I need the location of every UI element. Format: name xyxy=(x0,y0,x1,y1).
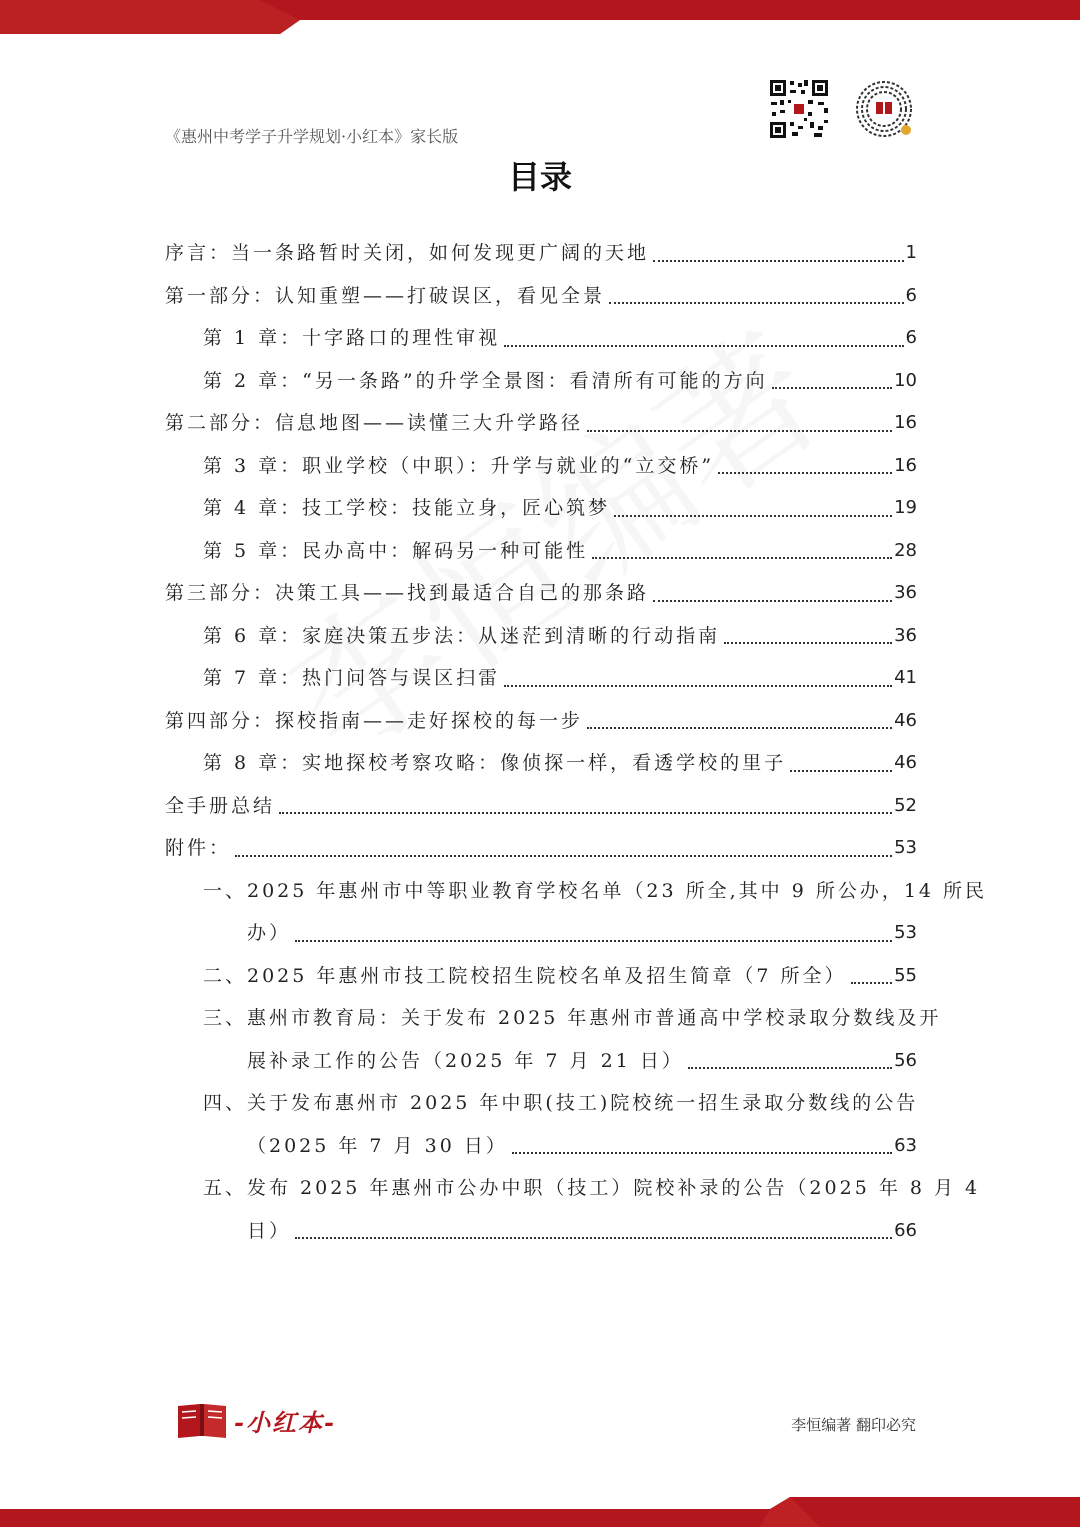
toc-page-number: 66 xyxy=(894,1219,917,1241)
toc-page-number: 53 xyxy=(894,922,917,943)
toc-entry-title: 第 6 章：家庭决策五步法：从迷茫到清晰的行动指南 xyxy=(203,624,721,647)
toc-entry-preface[interactable] xyxy=(165,232,917,275)
toc-entry-appendix[interactable] xyxy=(165,827,917,870)
toc-entry-title: 序言：当一条路暂时关闭，如何发现更广阔的天地 xyxy=(165,242,650,264)
toc-leader-dots xyxy=(504,685,892,687)
toc-entry-title: 一、2025 年惠州市中等职业教育学校名单（23 所全,其中 9 所公办，14 所民 xyxy=(203,879,988,902)
toc-entry-title: 第四部分：探校指南——走好探校的每一步 xyxy=(165,709,584,732)
toc-entry-part-2[interactable] xyxy=(165,402,917,445)
toc-entry-part-4[interactable] xyxy=(165,700,917,743)
toc-entry-chapter-5[interactable] xyxy=(165,530,917,573)
toc-leader-dots xyxy=(295,940,892,942)
toc-entry-chapter-4[interactable] xyxy=(165,487,917,530)
toc-page-number: 6 xyxy=(905,327,917,348)
toc-page-number: 55 xyxy=(894,964,917,986)
toc-entry-title: 第 8 章：实地探校考察攻略：像侦探一样，看透学校的里子 xyxy=(203,752,787,774)
toc-entry-title: 四、关于发布惠州市 2025 年中职(技工)院校统一招生录取分数线的公告 xyxy=(203,1092,919,1114)
page-title: 目录 xyxy=(507,158,572,196)
toc-appendix-item-5[interactable] xyxy=(165,1167,981,1252)
toc-entry-title-cont: 日） xyxy=(247,1219,292,1242)
toc-leader-dots xyxy=(614,515,892,517)
toc-page-number: 1 xyxy=(905,242,917,263)
toc-page-number: 53 xyxy=(894,837,917,858)
toc-entry-title: 第一部分：认知重塑——打破误区，看见全景 xyxy=(165,284,606,307)
toc-leader-dots xyxy=(653,260,904,262)
toc-leader-dots xyxy=(235,855,892,857)
toc-entry-title: 第三部分：决策工具——找到最适合自己的那条路 xyxy=(165,582,650,604)
toc-entry-title: 第 1 章：十字路口的理性审视 xyxy=(203,327,501,349)
toc-page-number: 63 xyxy=(894,1134,917,1156)
toc-leader-dots xyxy=(592,557,892,559)
toc-leader-dots xyxy=(587,727,892,729)
toc-entry-part-1[interactable] xyxy=(165,275,917,318)
toc-entry-title-cont: （2025 年 7 月 30 日） xyxy=(247,1134,508,1157)
toc-page-number: 6 xyxy=(905,284,917,306)
red-book-icon xyxy=(176,1400,228,1440)
toc-page-number: 52 xyxy=(894,794,917,816)
toc-entry-title: 全手册总结 xyxy=(165,794,276,817)
toc-leader-dots xyxy=(587,430,892,432)
toc-entry-title: 第 4 章：技工学校：技能立身，匠心筑梦 xyxy=(203,497,611,519)
toc-entry-title: 附件： xyxy=(165,837,232,859)
toc-leader-dots xyxy=(609,302,904,304)
toc-page-number: 56 xyxy=(894,1049,917,1071)
toc-entry-summary[interactable] xyxy=(165,785,917,828)
toc-appendix-item-4[interactable] xyxy=(165,1082,917,1167)
qr-code-icon xyxy=(768,78,830,140)
toc-entry-title: 三、惠州市教育局：关于发布 2025 年惠州市普通高中学校录取分数线及开 xyxy=(203,1007,942,1029)
toc-entry-chapter-6[interactable] xyxy=(165,615,917,658)
toc-leader-dots xyxy=(718,472,892,474)
bottom-decorative-band xyxy=(0,1497,1080,1527)
toc-page-number: 28 xyxy=(894,539,917,561)
toc-leader-dots xyxy=(279,812,892,814)
toc-appendix-item-2[interactable] xyxy=(165,955,917,998)
toc-leader-dots xyxy=(688,1067,892,1069)
toc-leader-dots xyxy=(851,982,893,984)
toc-entry-chapter-2[interactable] xyxy=(165,360,917,403)
toc-entry-title: 二、2025 年惠州市技工院校招生院校名单及招生简章（7 所全） xyxy=(203,964,847,987)
top-decorative-band xyxy=(0,0,1080,34)
toc-page-number: 41 xyxy=(894,667,917,688)
toc-leader-dots xyxy=(504,345,903,347)
toc-entry-chapter-1[interactable] xyxy=(165,317,917,360)
header-book-title: 《惠州中考学子升学规划·小红本》家长版 xyxy=(165,127,459,146)
toc-entry-title: 五、发布 2025 年惠州市公办中职（技工）院校补录的公告（2025 年 8 月 4 xyxy=(203,1177,981,1199)
toc-page-number: 16 xyxy=(894,454,917,476)
toc-leader-dots xyxy=(512,1152,892,1154)
toc-page-number: 19 xyxy=(894,497,917,518)
footer-logo xyxy=(176,1400,336,1440)
toc-leader-dots xyxy=(653,600,892,602)
toc-entry-title: 第 7 章：热门问答与误区扫雷 xyxy=(203,667,501,689)
mini-program-code-icon xyxy=(853,78,915,140)
toc-entry-part-3[interactable] xyxy=(165,572,917,615)
toc-entry-chapter-7[interactable] xyxy=(165,657,917,700)
toc-entry-title: 第 2 章：“另一条路”的升学全景图：看清所有可能的方向 xyxy=(203,369,768,392)
toc-page-number: 36 xyxy=(894,582,917,603)
toc-entry-title: 第 3 章：职业学校（中职）：升学与就业的“立交桥” xyxy=(203,454,715,477)
toc-page-number: 10 xyxy=(894,369,917,391)
footer-copyright: 李恒编著 翻印必究 xyxy=(791,1416,916,1434)
toc-leader-dots xyxy=(295,1237,892,1239)
toc-appendix-item-3[interactable] xyxy=(165,997,942,1082)
toc-entry-title: 第二部分：信息地图——读懂三大升学路径 xyxy=(165,412,584,434)
toc-entry-title: 第 5 章：民办高中：解码另一种可能性 xyxy=(203,539,589,562)
toc-page-number: 36 xyxy=(894,624,917,646)
toc-page-number: 16 xyxy=(894,412,917,433)
toc-leader-dots xyxy=(790,770,892,772)
toc-entry-title-cont: 办） xyxy=(247,922,292,944)
toc-leader-dots xyxy=(772,387,892,389)
toc-appendix-item-1[interactable] xyxy=(165,870,988,955)
toc-entry-title-cont: 展补录工作的公告（2025 年 7 月 21 日） xyxy=(247,1049,684,1072)
toc-leader-dots xyxy=(724,642,892,644)
footer-brand-text: -小红本- xyxy=(234,1407,336,1437)
toc-page-number: 46 xyxy=(894,752,917,773)
table-of-contents xyxy=(165,232,988,1252)
toc-entry-chapter-8[interactable] xyxy=(165,742,917,785)
toc-entry-chapter-3[interactable] xyxy=(165,445,917,488)
toc-page-number: 46 xyxy=(894,709,917,731)
